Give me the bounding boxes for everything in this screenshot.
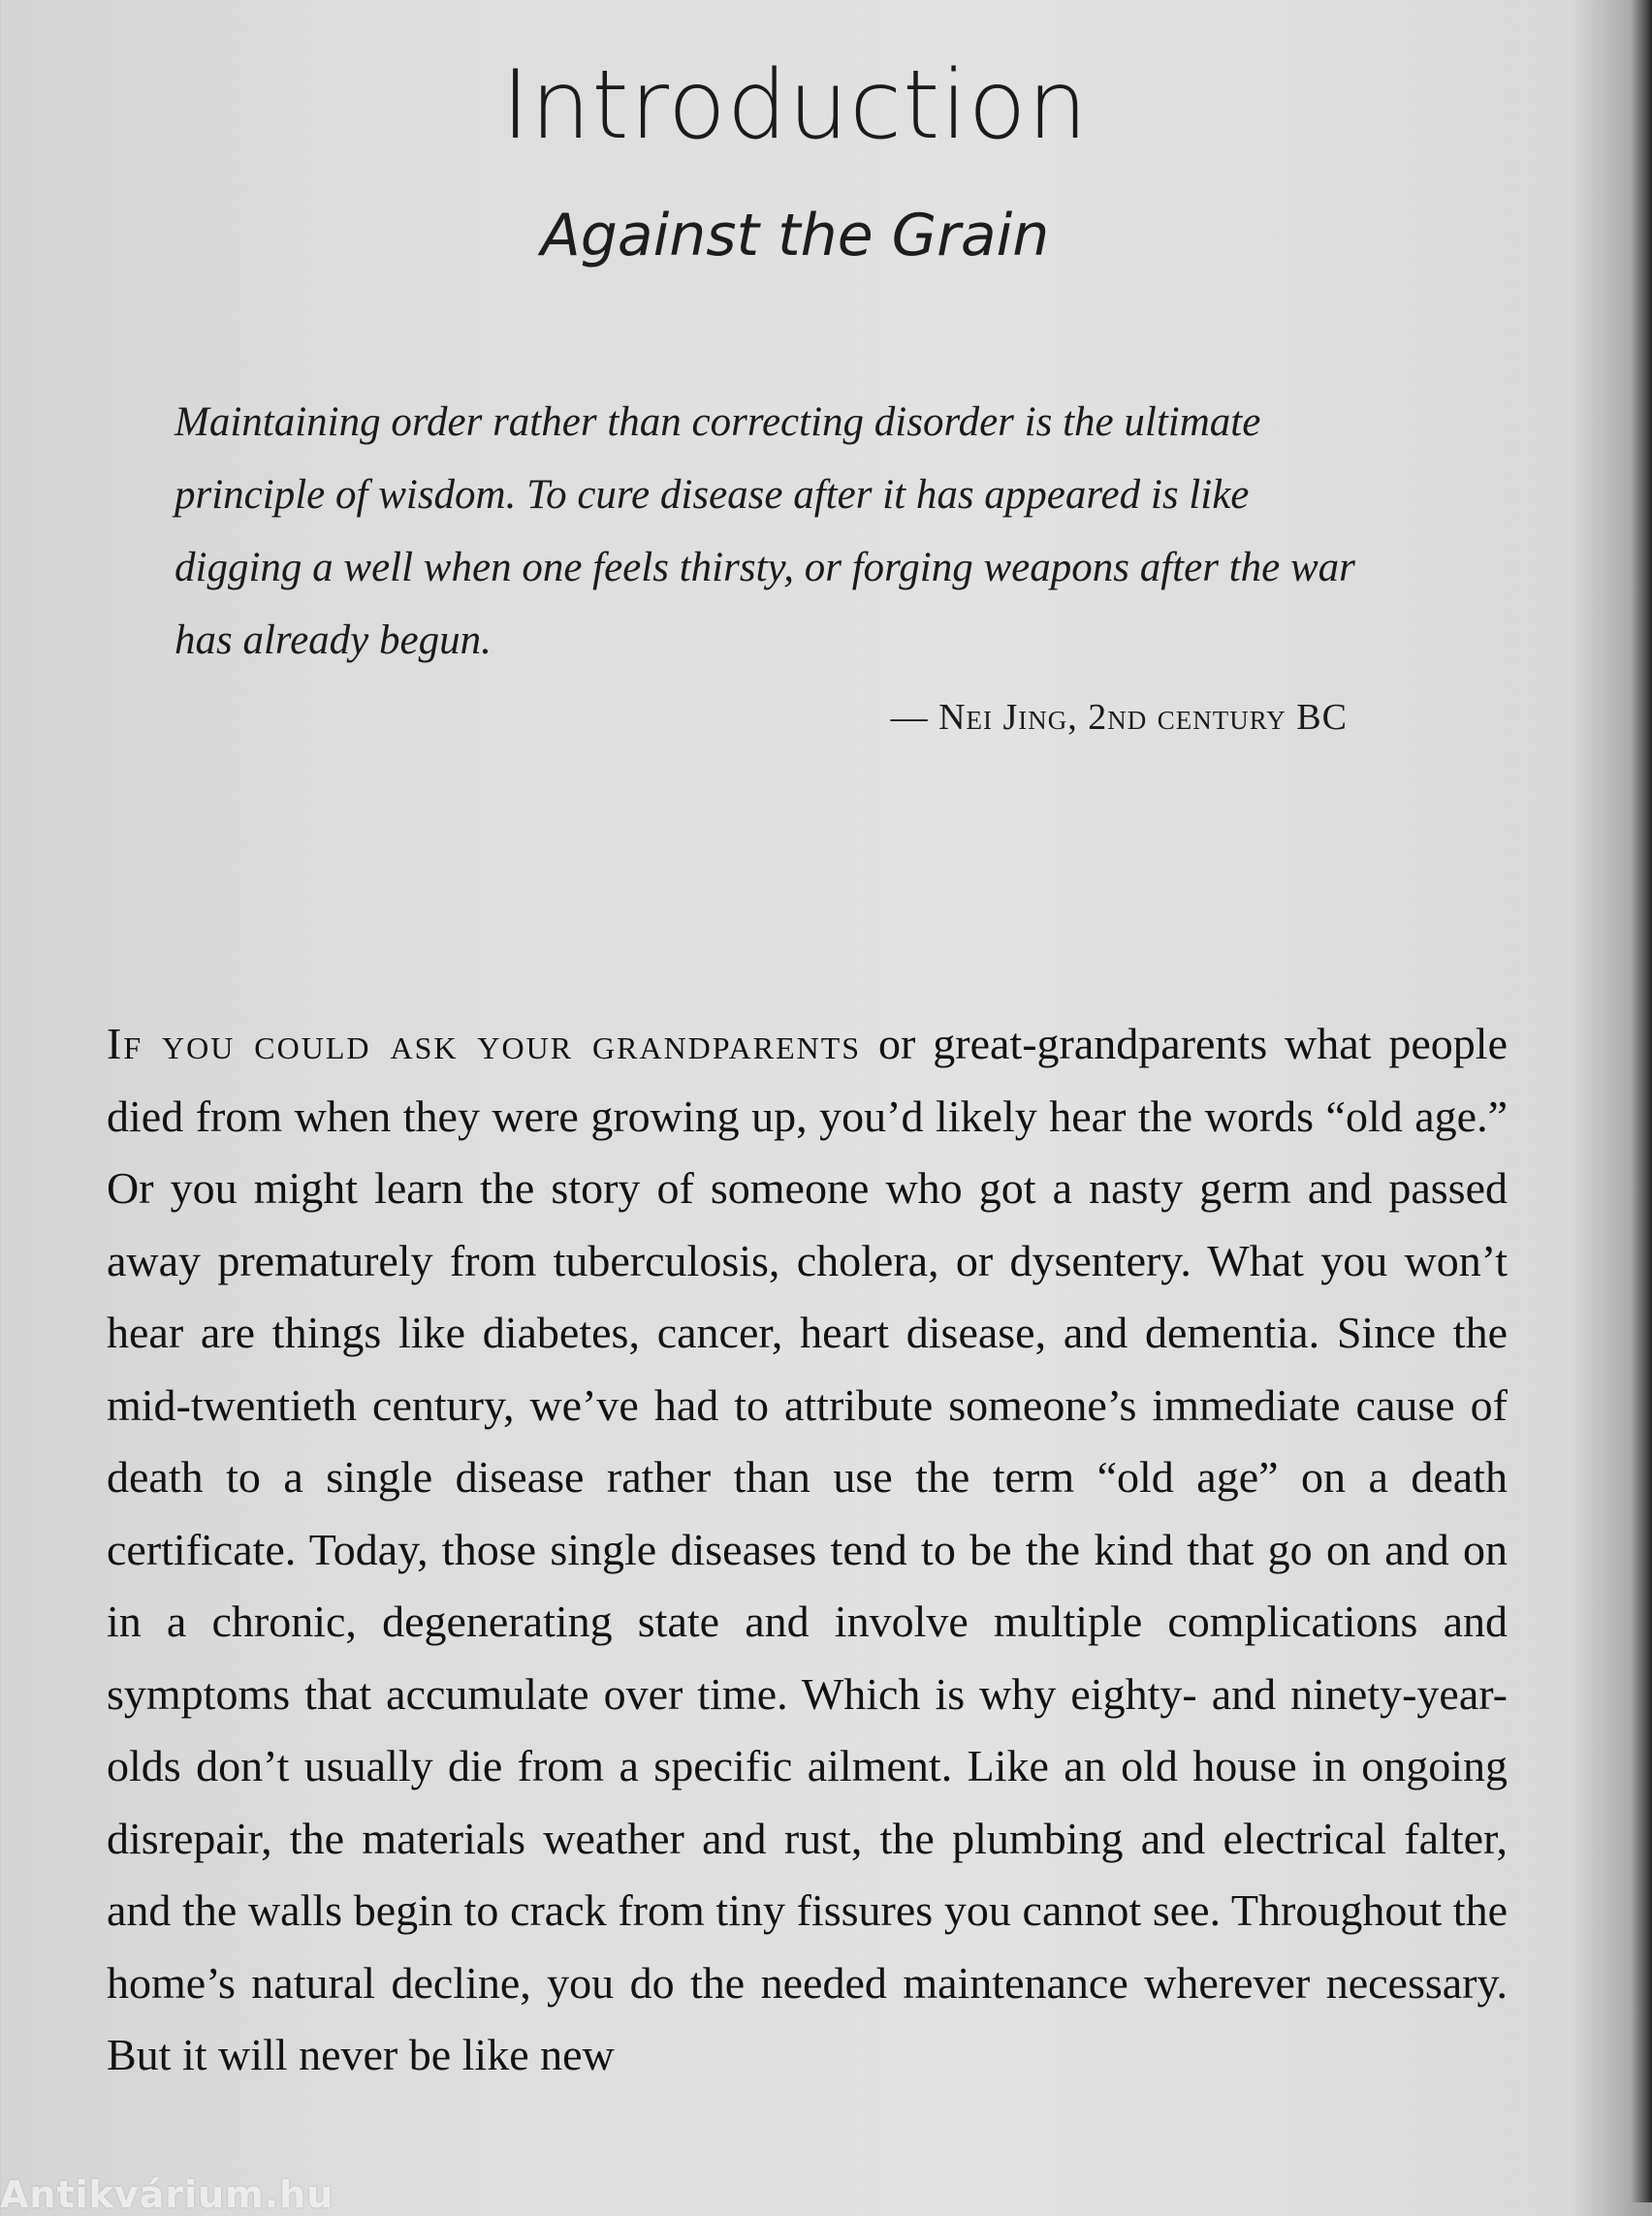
chapter-title: Introduction — [501, 50, 1089, 161]
epigraph-quote: Maintaining order rather than correcting disorder is the ultimate principle of wisdom. To cure disease after it has appeared is like digging a well when one feels thirsty, or forging weapons after the war has already begun. — [175, 399, 1355, 663]
lead-in-small-caps: If you could ask your grandparents — [107, 1019, 862, 1068]
body-paragraph — [107, 1008, 1508, 2092]
chapter-subtitle: Against the Grain — [540, 202, 1050, 269]
watermark-logo: Antikvárium.hu — [0, 2173, 334, 2216]
body-paragraph-text: or great-grandparents what people died from when they were growing up, you’d likely hear the words “old age.” Or you might learn the story of someone who got a nasty germ and passed away prematurely from tuberculosis, cholera, or dysentery. What you won’t hear are things like diabetes, cancer, heart disease, and dementia. Since the mid-twentieth century, we’ve had to attribute someone’s immediate cause of death to a single disease rather than use the term “old age” on a death certificate. Today, those single diseases tend to be the kind that go on and on in a chronic, degenerating state and involve multiple complications and symptoms that accumulate over time. Which is why eighty- and ninety-year-olds don’t usually die from a specific ailment. Like an old house in ongoing disrepair, the materials weather and rust, the plumbing and electrical falter, and the walls begin to crack from tiny fissures you cannot see. Throughout the home’s natural decline, you do the needed maintenance wherever necessary. But it will never be like new — [107, 1019, 1509, 2079]
epigraph-attribution: — Nei Jing, 2nd century BC — [890, 697, 1348, 738]
page-edge-shadow — [1631, 0, 1652, 2202]
